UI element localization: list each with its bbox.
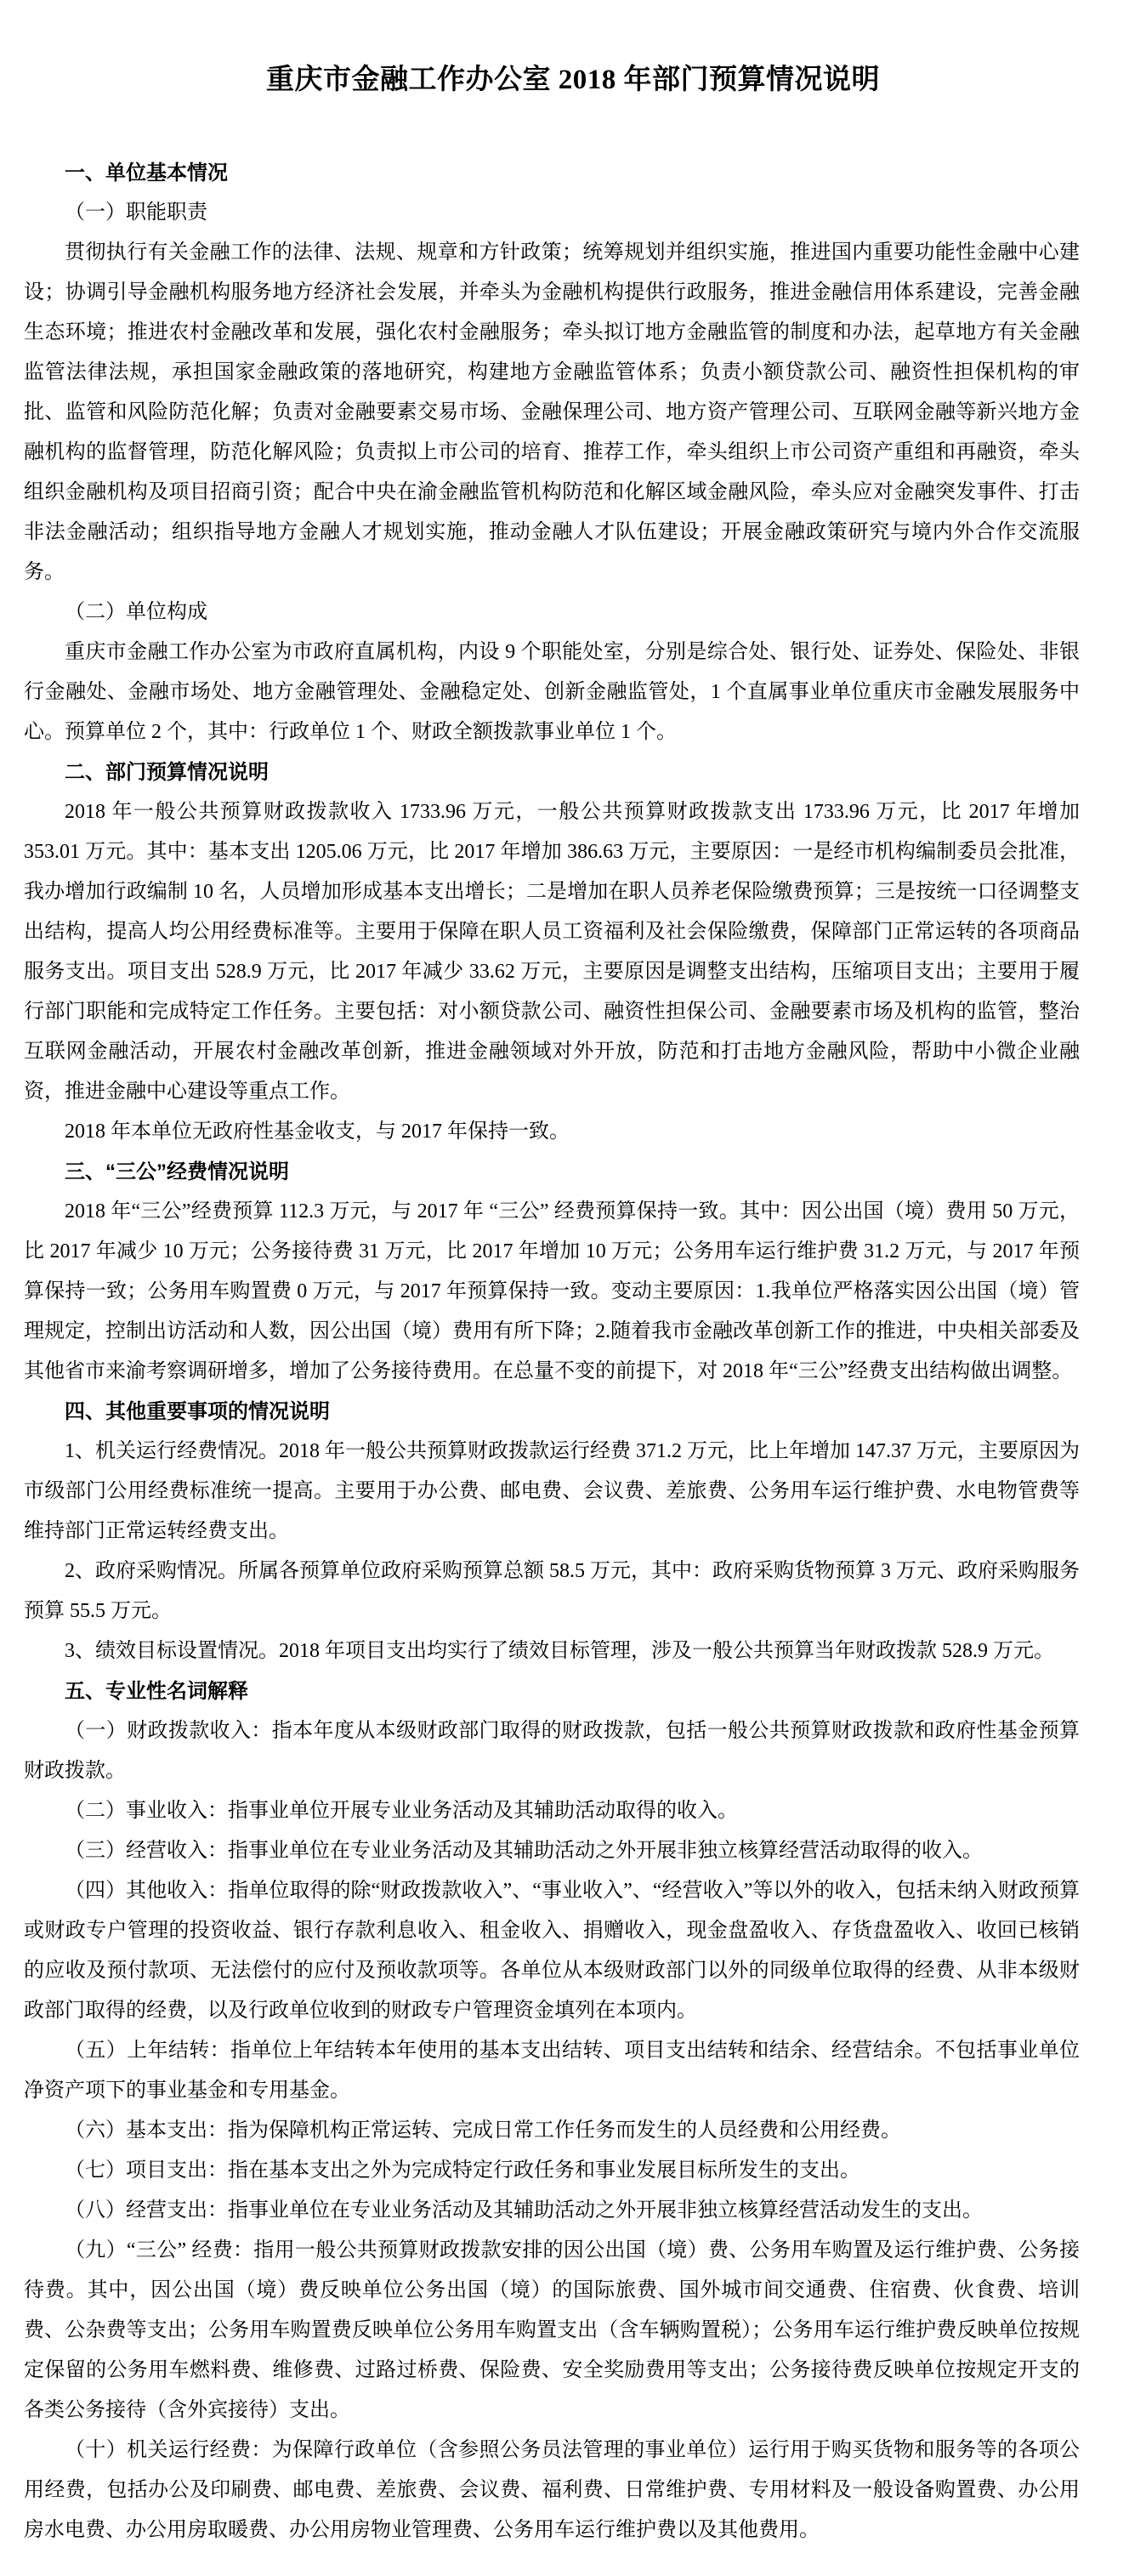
subsection-heading-duties: （一）职能职责 bbox=[65, 201, 207, 224]
section-heading-2: 二、部门预算情况说明 bbox=[65, 761, 269, 784]
section-three-public-expenses bbox=[24, 1152, 1080, 1392]
paragraph-operating-expenses: 1、机关运行经费情况。2018 年一般公共预算财政拨款运行经费 371.2 万元，比上年增加 147.37 万元，主要原因为市级部门公用经费标准统一提高。主要用于办公费、邮电费、会议费、差旅费、公务用车运行维护费、水电物管费等维持部门正常运转经费支出。 bbox=[24, 1440, 1080, 1542]
section-budget-explanation bbox=[24, 752, 1080, 1152]
paragraph-composition: 重庆市金融工作办公室为市政府直属机构，内设 9 个职能处室，分别是综合处、银行处、证券处、保险处、非银行金融处、金融市场处、地方金融管理处、金融稳定处、创新金融监管处，1 个直属事业单位重庆市金融发展服务中心。预算单位 2 个，其中：行政单位 1 个、财政全额拨款事业单位 1 个。 bbox=[24, 641, 1080, 743]
section-terminology bbox=[24, 1671, 1080, 2550]
section-heading-1: 一、单位基本情况 bbox=[65, 162, 228, 184]
subsection-heading-composition: （二）单位构成 bbox=[65, 601, 207, 623]
term-operating-income: （三）经营收入：指事业单位在专业业务活动及其辅助活动之外开展非独立核算经营活动取得的收入。 bbox=[65, 1840, 983, 1862]
section-heading-4: 四、其他重要事项的情况说明 bbox=[65, 1400, 330, 1423]
section-heading-5: 五、专业性名词解释 bbox=[65, 1680, 248, 1703]
section-other-important-items bbox=[24, 1392, 1080, 1671]
paragraph-three-public-detail: 2018 年“三公”经费预算 112.3 万元，与 2017 年 “三公” 经费预算保持一致。其中：因公出国（境）费用 50 万元，比 2017 年减少 10 万元；公务接待费 31 万元，比 2017 年增加 10 万元；公务用车运行维护费 31.2 万元，与 2017 年预算保持一致；公务用车购置费 0 万元，与 2017 年预算保持一致。变动主要原因：1.我单位严格落实因公出国（境）管理规定，控制出访活动和人数，因公出国（境）费用有所下降；2.随着我市金融改革创新工作的推进，中央相关部委及其他省市来渝考察调研增多，增加了公务接待费用。在总量不变的前提下，对 2018 年“三公”经费支出结构做出调整。 bbox=[24, 1200, 1080, 1382]
term-carryover: （五）上年结转：指单位上年结转本年使用的基本支出结转、项目支出结转和结余、经营结余。不包括事业单位净资产项下的事业基金和专用基金。 bbox=[24, 2040, 1080, 2102]
paragraph-duties: 贯彻执行有关金融工作的法律、法规、规章和方针政策；统筹规划并组织实施，推进国内重要功能性金融中心建设；协调引导金融机构服务地方经济社会发展，并牵头为金融机构提供行政服务，推进金融信用体系建设，完善金融生态环境；推进农村金融改革和发展，强化农村金融服务；牵头拟订地方金融监管的制度和办法，起草地方有关金融监管法律法规，承担国家金融政策的落地研究，构建地方金融监管体系；负责小额贷款公司、融资性担保机构的审批、监管和风险防范化解；负责对金融要素交易市场、金融保理公司、地方资产管理公司、互联网金融等新兴地方金融机构的监督管理，防范化解风险；负责拟上市公司的培育、推荐工作，牵头组织上市公司资产重组和再融资，牵头组织金融机构及项目招商引资；配合中央在渝金融监管机构防范和化解区域金融风险，牵头应对金融突发事件、打击非法金融活动；组织指导地方金融人才规划实施，推动金融人才队伍建设；开展金融政策研究与境内外合作交流服务。 bbox=[24, 241, 1080, 583]
paragraph-budget-detail: 2018 年一般公共预算财政拨款收入 1733.96 万元，一般公共预算财政拨款支出 1733.96 万元，比 2017 年增加 353.01 万元。其中：基本支出 1205.06 万元，比 2017 年增加 386.63 万元，主要原因：一是经市机构编制委员会批准，我办增加行政编制 10 名，人员增加形成基本支出增长；二是增加在职人员养老保险缴费预算；三是按统一口径调整支出结构，提高人均公用经费标准等。主要用于保障在职人员工资福利及社会保险缴费，保障部门正常运转的各项商品服务支出。项目支出 528.9 万元，比 2017 年减少 33.62 万元，主要原因是调整支出结构，压缩项目支出；主要用于履行部门职能和完成特定工作任务。主要包括：对小额贷款公司、融资性担保公司、金融要素市场及机构的监管，整治互联网金融活动，开展农村金融改革创新，推进金融领域对外开放，防范和打击地方金融风险，帮助中小微企业融资，推进金融中心建设等重点工作。 bbox=[24, 801, 1080, 1103]
term-institution-income: （二）事业收入：指事业单位开展专业业务活动及其辅助活动取得的收入。 bbox=[65, 1800, 738, 1822]
term-operating-expenditure: （八）经营支出：指事业单位在专业业务活动及其辅助活动之外开展非独立核算经营活动发生的支出。 bbox=[65, 2199, 983, 2221]
term-basic-expenditure: （六）基本支出：指为保障机构正常运转、完成日常工作任务而发生的人员经费和公用经费。 bbox=[65, 2119, 901, 2142]
paragraph-gov-procurement: 2、政府采购情况。所属各预算单位政府采购预算总额 58.5 万元，其中：政府采购货物预算 3 万元、政府采购服务预算 55.5 万元。 bbox=[24, 1560, 1080, 1622]
term-three-public-funds: （九）“三公” 经费：指用一般公共预算财政拨款安排的因公出国（境）费、公务用车购置及运行维护费、公务接待费。其中，因公出国（境）费反映单位公务出国（境）的国际旅费、国外城市间交通费、住宿费、伙食费、培训费、公杂费等支出；公务用车购置费反映单位公务用车购置支出（含车辆购置税）；公务用车运行维护费反映单位按规定保留的公务用车燃料费、维修费、过路过桥费、保险费、安全奖励费用等支出；公务接待费反映单位按规定开支的各类公务接待（含外宾接待）支出。 bbox=[24, 2239, 1080, 2421]
paragraph-gov-fund: 2018 年本单位无政府性基金收支，与 2017 年保持一致。 bbox=[65, 1121, 570, 1143]
term-agency-operating-funds: （十）机关运行经费：为保障行政单位（含参照公务员法管理的事业单位）运行用于购买货物和服务等的各项公用经费，包括办公及印刷费、邮电费、差旅费、会议费、福利费、日常维护费、专用材料及一般设备购置费、办公用房水电费、办公用房取暖费、办公用房物业管理费、公务用车运行维护费以及其他费用。 bbox=[24, 2439, 1080, 2541]
term-other-income: （四）其他收入：指单位取得的除“财政拨款收入”、“事业收入”、“经营收入”等以外的收入，包括未纳入财政预算或财政专户管理的投资收益、银行存款利息收入、租金收入、捐赠收入，现金盘盈收入、存货盘盈收入、收回已核销的应收及预付款项、无法偿付的应付及预收款项等。各单位从本级财政部门以外的同级单位取得的经费、从非本级财政部门取得的经费，以及行政单位收到的财政专户管理资金填列在本项内。 bbox=[24, 1880, 1080, 2022]
document-title: 重庆市金融工作办公室 2018 年部门预算情况说明 bbox=[266, 65, 880, 95]
term-project-expenditure: （七）项目支出：指在基本支出之外为完成特定行政任务和事业发展目标所发生的支出。 bbox=[65, 2159, 860, 2182]
paragraph-performance-targets: 3、绩效目标设置情况。2018 年项目支出均实行了绩效目标管理，涉及一般公共预算当年财政拨款 528.9 万元。 bbox=[65, 1640, 1054, 1662]
term-fiscal-appropriation-income: （一）财政拨款收入：指本年度从本级财政部门取得的财政拨款，包括一般公共预算财政拨款和政府性基金预算财政拨款。 bbox=[24, 1720, 1080, 1782]
section-unit-basic-info bbox=[24, 153, 1080, 752]
section-heading-3: 三、“三公”经费情况说明 bbox=[65, 1160, 289, 1183]
